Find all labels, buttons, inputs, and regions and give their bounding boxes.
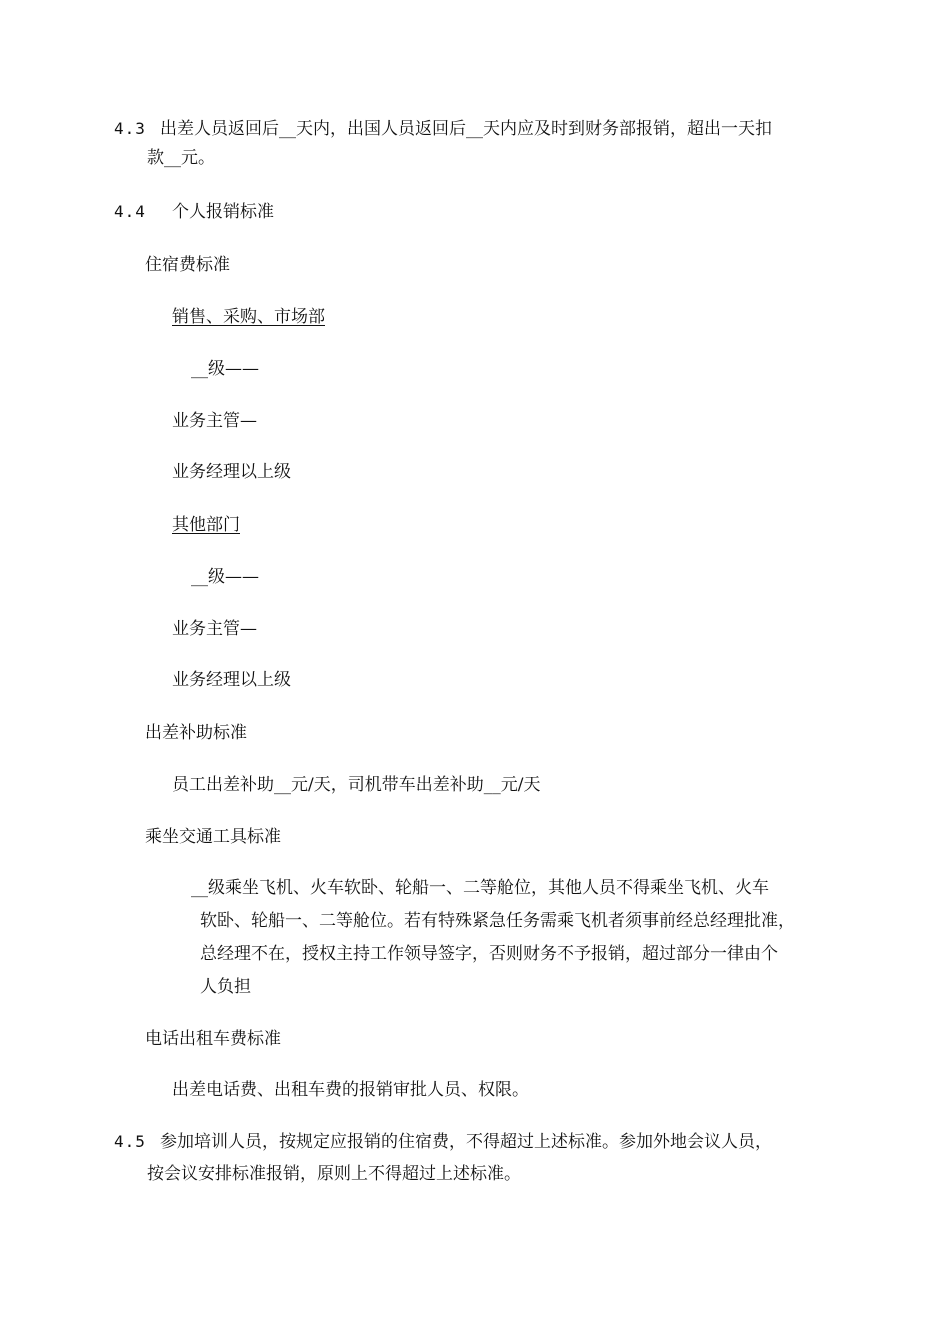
- sales-manager-item: 业务经理以上级: [172, 462, 291, 482]
- section-4-3-text-line-1: 出差人员返回后__天内，出国人员返回后__天内应及时到财务部报销，超出一天扣: [160, 119, 772, 139]
- section-4-5-text-line-2: 按会议安排标准报销，原则上不得超过上述标准。: [147, 1164, 521, 1184]
- phone-taxi-standard-heading: 电话出租车费标准: [145, 1029, 281, 1049]
- lodging-standard-heading: 住宿费标准: [145, 255, 230, 275]
- transport-standard-line-2: 软卧、轮船一、二等舱位。若有特殊紧急任务需乘飞机者须事前经总经理批准，: [200, 911, 795, 931]
- transport-standard-line-3: 总经理不在，授权主持工作领导签字，否则财务不予报销，超过部分一律由个: [200, 944, 778, 964]
- other-level-item: __级——: [191, 567, 259, 587]
- transport-standard-line-4: 人负担: [200, 977, 251, 997]
- section-4-3-text-line-2: 款__元。: [147, 148, 215, 168]
- section-4-3-number: 4.3: [114, 119, 146, 138]
- section-4-5-number: 4.5: [114, 1132, 146, 1151]
- section-4-4-number: 4.4: [114, 202, 146, 221]
- sales-level-item: __级——: [191, 359, 259, 379]
- other-department-heading: 其他部门: [172, 515, 240, 535]
- phone-taxi-standard-text: 出差电话费、出租车费的报销审批人员、权限。: [172, 1080, 529, 1100]
- other-manager-item: 业务经理以上级: [172, 670, 291, 690]
- transport-standard-heading: 乘坐交通工具标准: [145, 827, 281, 847]
- allowance-standard-text: 员工出差补助__元/天，司机带车出差补助__元/天: [172, 775, 541, 795]
- section-4-4-title: 个人报销标准: [172, 202, 274, 222]
- transport-standard-line-1: __级乘坐飞机、火车软卧、轮船一、二等舱位，其他人员不得乘坐飞机、火车: [191, 878, 769, 898]
- section-4-5-text-line-1: 参加培训人员，按规定应报销的住宿费，不得超过上述标准。参加外地会议人员，: [160, 1132, 772, 1152]
- sales-department-heading: 销售、采购、市场部: [172, 307, 325, 327]
- other-supervisor-item: 业务主管—: [172, 619, 257, 639]
- sales-supervisor-item: 业务主管—: [172, 411, 257, 431]
- allowance-standard-heading: 出差补助标准: [145, 723, 247, 743]
